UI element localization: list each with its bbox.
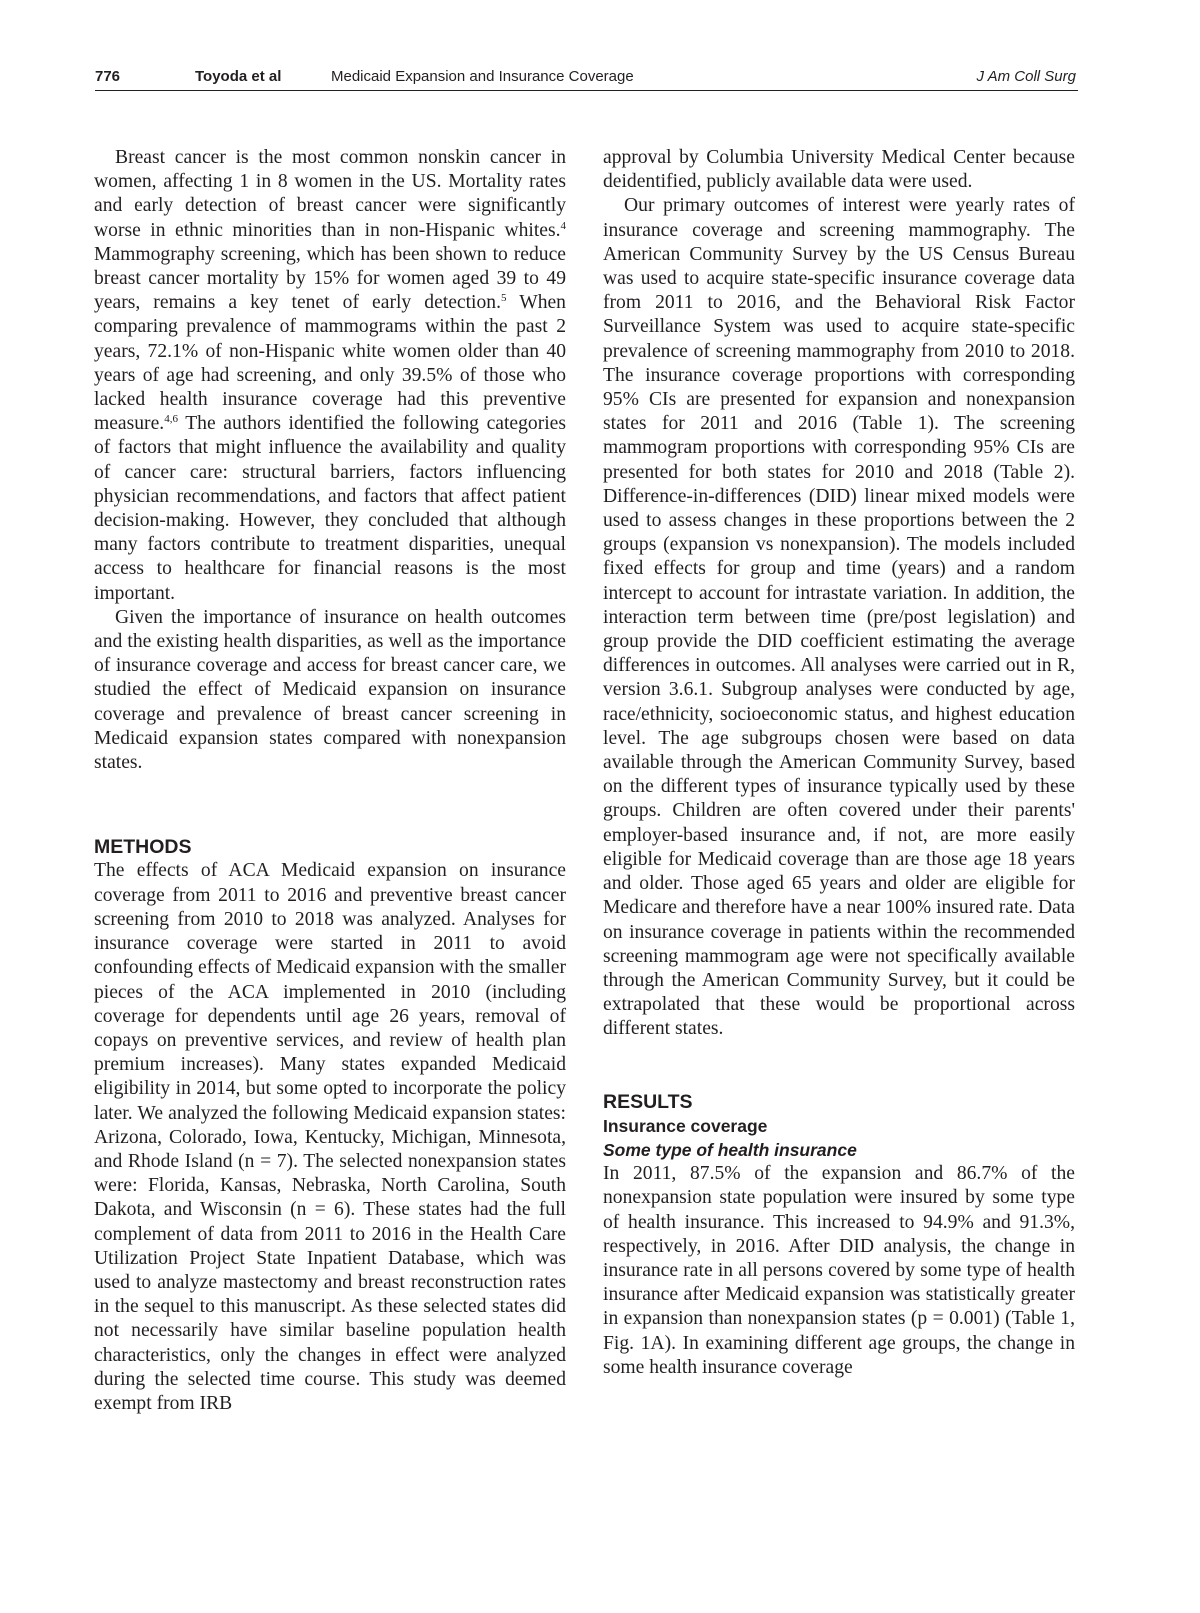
results-subheading: Insurance coverage — [603, 1115, 768, 1136]
intro-paragraph-2: Given the importance of insurance on health outcomes and the existing health disparities, as well as the importance of insurance coverage and access for breast cancer care, we studied the effect of Medicaid expansion on insurance coverage and prevalence of breast cancer screening in Medicaid expansion states compared with nonexpansion states. — [94, 606, 566, 774]
header-authors: Toyoda et al — [195, 68, 282, 85]
results-heading: RESULTS — [603, 1090, 693, 1113]
methods-paragraph-1: The effects of ACA Medicaid expansion on insurance coverage from 2011 to 2016 and preventive breast cancer screening from 2010 to 2018 was analyzed. Analyses for insurance coverage were started in 2011 to avoid confounding effects of Medicaid expansion with the smaller pieces of the ACA implemented in 2010 (including coverage for dependents until age 26 years, removal of copays on preventive services, and review of health plan premium increases). Many states expanded Medicaid eligibility in 2014, but some opted to incorporate the policy later. We analyzed the following Medicaid expansion states: Arizona, Colorado, Iowa, Kentucky, Michigan, Minnesota, and Rhode Island (n = 7). The selected nonexpansion states were: Florida, Kansas, Nebraska, North Carolina, South Dakota, and Wisconsin (n = 6). These states had the full complement of data from 2011 to 2016 in the Health Care Utilization Project State Inpatient Database, which was used to analyze mastectomy and breast reconstruction rates in the sequel to this manuscript. As these selected states did not necessarily have similar baseline population health characteristics, only the changes in effect were analyzed during the selected time course. This study was deemed exempt from IRB — [94, 860, 566, 1414]
running-header — [95, 66, 1078, 91]
citation-ref: 5 — [500, 292, 507, 305]
page-number: 776 — [95, 68, 121, 85]
results-paragraph-1: In 2011, 87.5% of the expansion and 86.7% of the nonexpansion state population were insured by some type of health insurance. This increased to 94.9% and 91.3%, respectively, in 2016. After DID analysis, the change in insurance rate in all persons covered by some type of health insurance after Medicaid expansion was statistically greater in expansion than nonexpansion states (p = 0.001) (Table 1, Fig. 1A). In examining different age groups, the change in some health insurance coverage — [603, 1163, 1075, 1378]
left-column — [94, 146, 566, 1416]
methods-heading: METHODS — [94, 836, 192, 859]
methods-paragraph-2: Our primary outcomes of interest were yearly rates of insurance coverage and screening mammography. The American Community Survey by the US Census Bureau was used to acquire state-specific insurance coverage data from 2011 to 2016, and the Behavioral Risk Factor Surveillance System was used to acquire state-specific prevalence of screening mammography from 2010 to 2018. The insurance coverage proportions with corresponding 95% CIs are presented for expansion and nonexpansion states for 2011 and 2016 (Table 1). The screening mammogram proportions with corresponding 95% CIs are presented for both states for 2010 and 2018 (Table 2). Difference-in-differences (DID) linear mixed models were used to assess changes in these proportions between the 2 groups (expansion vs nonexpansion). The models included fixed effects for group and time (years) and a random intercept to account for intrastate variation. In addition, the interaction term between time (pre/post legislation) and group provide the DID coefficient estimating the average differences in outcomes. All analyses were carried out in R, version 3.6.1. Subgroup analyses were conducted by age, race/ethnicity, socioeconomic status, and highest education level. The age subgroups chosen were based on data available through the American Community Survey, based on the different types of insurance typically used by these groups. Children are often covered under their parents' employer-based insurance and, if not, are more easily eligible for Medicaid coverage than are those age 18 years and older. Those aged 65 years and older are eligible for Medicare and therefore have a near 100% insured rate. Data on insurance coverage in patients within the recommended screening mammogram age were not specifically available through the American Community Survey, but it could be extrapolated that these would be proportional across different states. — [603, 195, 1075, 1040]
header-running-title: Medicaid Expansion and Insurance Coverage — [331, 68, 634, 85]
right-column — [603, 146, 1075, 1380]
methods-paragraph-continued: approval by Columbia University Medical Center because deidentified, publicly available data were used. — [603, 147, 1075, 193]
citation-ref: 4 — [560, 219, 566, 232]
results-subsubheading: Some type of health insurance — [603, 1139, 857, 1160]
citation-ref: 4,6 — [164, 413, 178, 426]
intro-paragraph-1: Breast cancer is the most common nonskin cancer in women, affecting 1 in 8 women in the US. Mortality rates and early detection of breast cancer were significantly worse in ethnic minorities than in non-Hispanic whites.$^4$ Mammography screening, which has been shown to reduce breast cancer mortality by 15% for women aged 39 to 49 years, remains a key tenet of early detection.$^5$ When comparing prevalence of mammograms within the past 2 years, 72.1% of non-Hispanic white women older than 40 years of age had screening, and only 39.5% of those who lacked health insurance coverage had this preventive measure.$^{4,6}$ The authors identified the following categories of factors that might influence the availability and quality of cancer care: structural barriers, factors influencing physician recommendations, and factors that affect patient decision-making. However, they concluded that although many factors contribute to treatment disparities, unequal access to healthcare for financial reasons is the most important. — [94, 147, 566, 604]
header-journal: J Am Coll Surg — [976, 68, 1076, 85]
